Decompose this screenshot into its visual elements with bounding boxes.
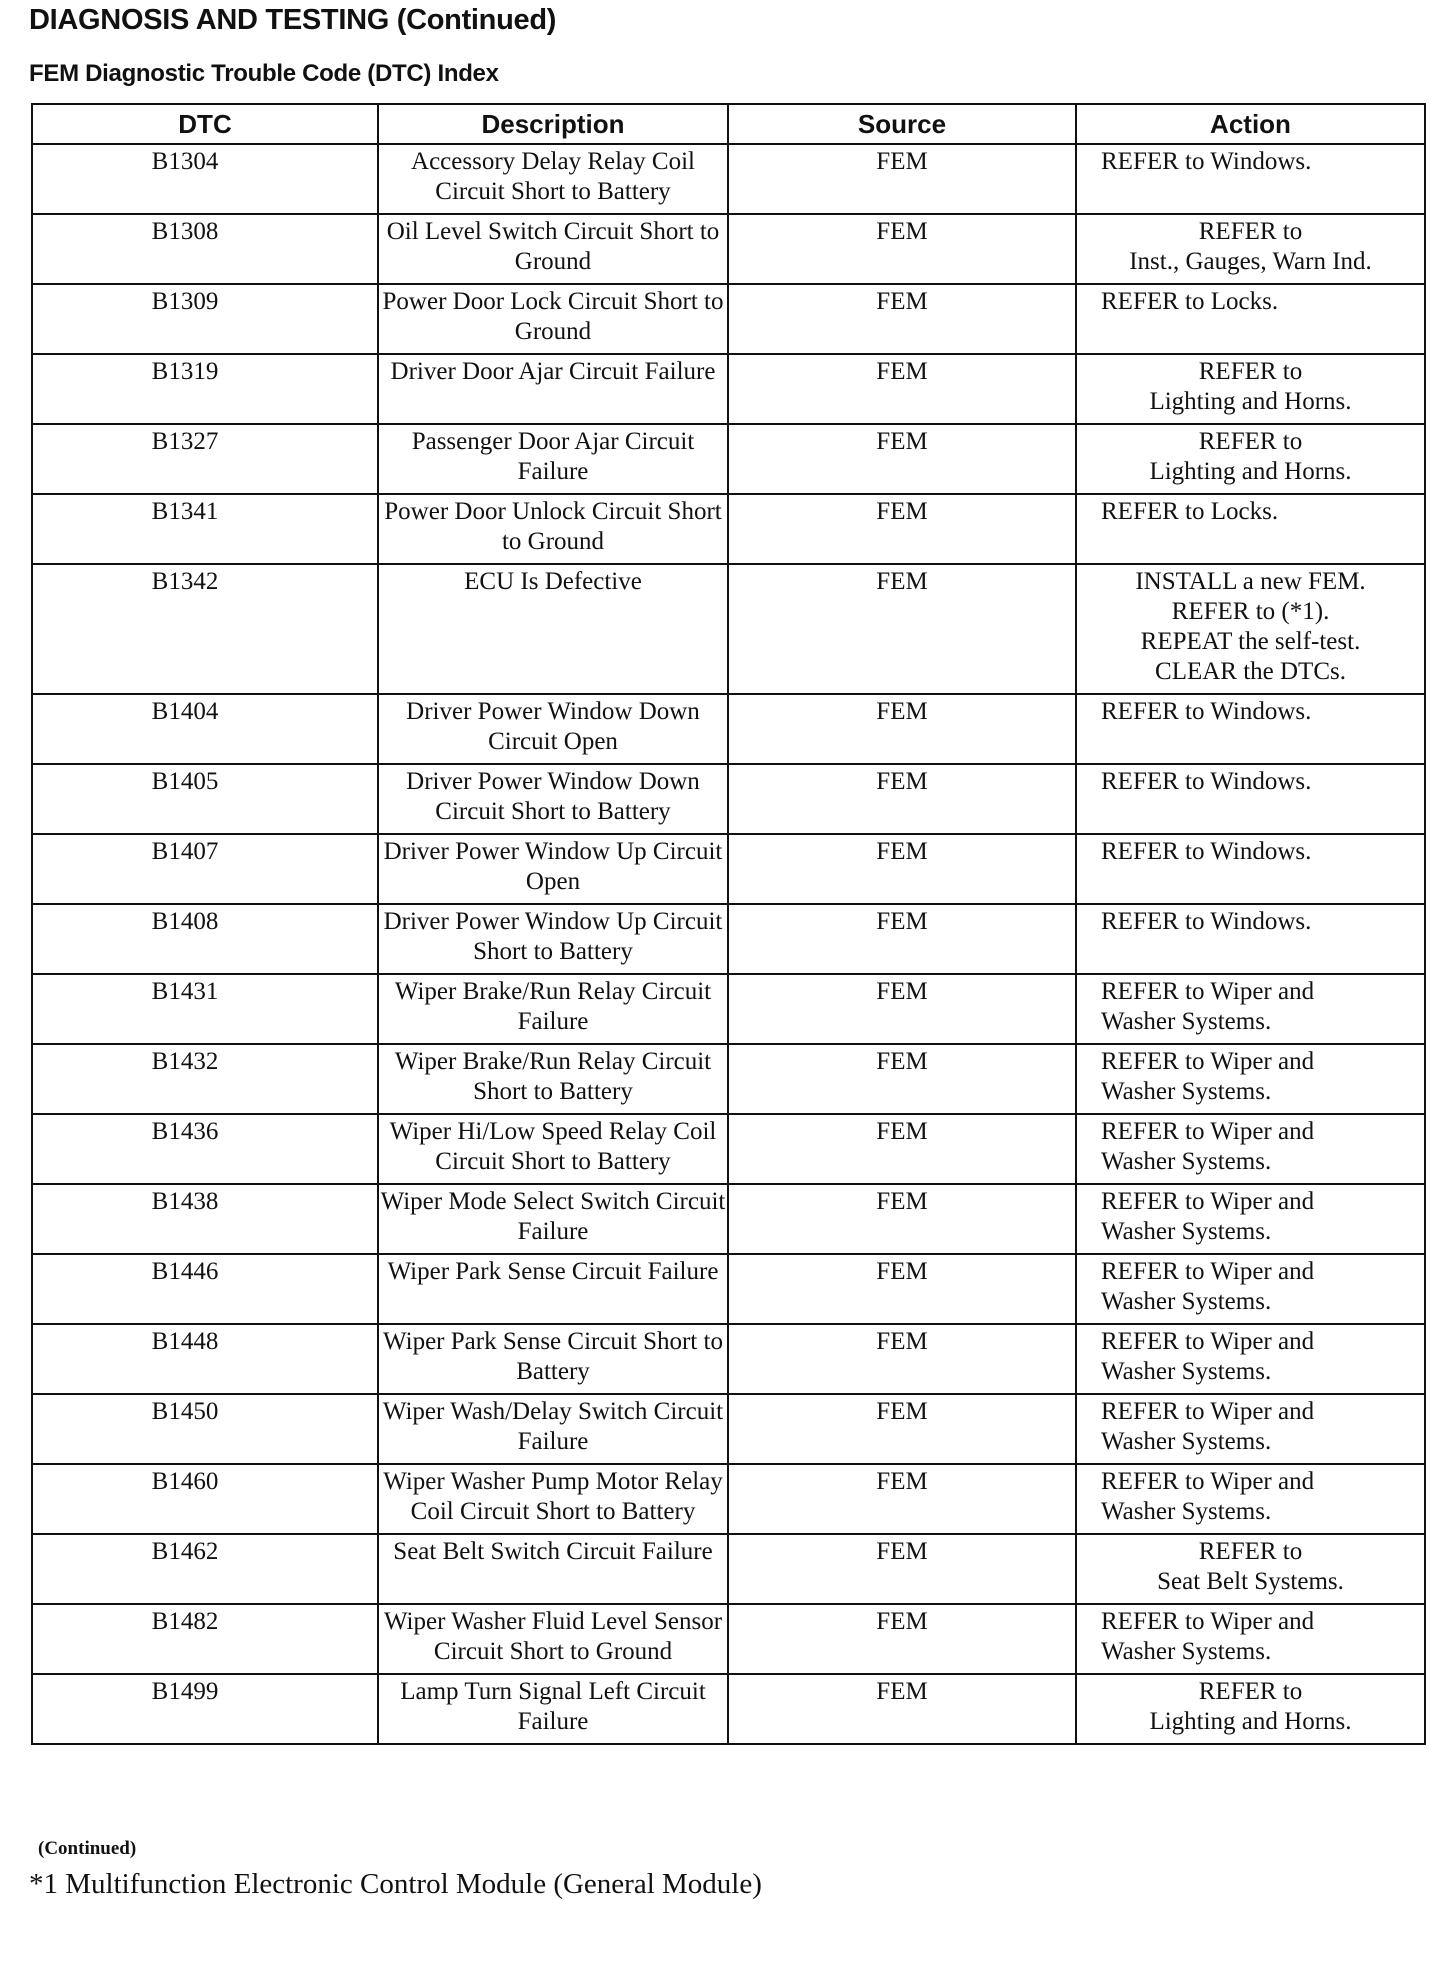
dtc-cell: B1482	[32, 1604, 378, 1674]
table-row	[32, 1674, 1425, 1744]
dtc-cell: B1432	[32, 1044, 378, 1114]
dtc-cell: B1450	[32, 1394, 378, 1464]
source-cell: FEM	[728, 1324, 1076, 1394]
table-row	[32, 1604, 1425, 1674]
column-header-description: Description	[378, 104, 728, 144]
action-cell: REFER to Wiper and Washer Systems.	[1076, 1044, 1425, 1114]
description-cell: ECU Is Defective	[378, 564, 728, 694]
action-cell: REFER to Wiper and Washer Systems.	[1076, 1254, 1425, 1324]
action-cell: REFER to Wiper and Washer Systems.	[1076, 1604, 1425, 1674]
dtc-cell: B1327	[32, 424, 378, 494]
description-cell: Wiper Washer Pump Motor Relay Coil Circuit Short to Battery	[378, 1464, 728, 1534]
continued-note: (Continued)	[38, 1838, 137, 1859]
source-cell: FEM	[728, 834, 1076, 904]
action-cell: REFER to Locks.	[1076, 494, 1425, 564]
dtc-index-table	[31, 103, 1426, 1745]
table-row	[32, 424, 1425, 494]
action-cell: REFER to Wiper and Washer Systems.	[1076, 1394, 1425, 1464]
source-cell: FEM	[728, 974, 1076, 1044]
action-cell: REFER to Windows.	[1076, 144, 1425, 214]
action-cell: REFER to Locks.	[1076, 284, 1425, 354]
dtc-cell: B1405	[32, 764, 378, 834]
description-cell: Power Door Unlock Circuit Short to Ground	[378, 494, 728, 564]
source-cell: FEM	[728, 764, 1076, 834]
description-cell: Wiper Mode Select Switch Circuit Failure	[378, 1184, 728, 1254]
table-body	[32, 144, 1425, 1744]
action-cell: REFER to Wiper and Washer Systems.	[1076, 1114, 1425, 1184]
description-cell: Driver Door Ajar Circuit Failure	[378, 354, 728, 424]
footnote: *1 Multifunction Electronic Control Module (General Module)	[29, 1868, 762, 1900]
table-row	[32, 144, 1425, 214]
source-cell: FEM	[728, 214, 1076, 284]
dtc-cell: B1341	[32, 494, 378, 564]
dtc-cell: B1407	[32, 834, 378, 904]
action-cell: REFER to Seat Belt Systems.	[1076, 1534, 1425, 1604]
dtc-cell: B1499	[32, 1674, 378, 1744]
description-cell: Wiper Washer Fluid Level Sensor Circuit Short to Ground	[378, 1604, 728, 1674]
table-row	[32, 764, 1425, 834]
description-cell: Wiper Brake/Run Relay Circuit Failure	[378, 974, 728, 1044]
table-row	[32, 1464, 1425, 1534]
description-cell: Passenger Door Ajar Circuit Failure	[378, 424, 728, 494]
description-cell: Power Door Lock Circuit Short to Ground	[378, 284, 728, 354]
dtc-cell: B1462	[32, 1534, 378, 1604]
dtc-cell: B1408	[32, 904, 378, 974]
table-row	[32, 1184, 1425, 1254]
dtc-cell: B1448	[32, 1324, 378, 1394]
dtc-cell: B1308	[32, 214, 378, 284]
source-cell: FEM	[728, 1114, 1076, 1184]
description-cell: Wiper Park Sense Circuit Short to Battery	[378, 1324, 728, 1394]
table-row	[32, 494, 1425, 564]
table-row	[32, 1394, 1425, 1464]
source-cell: FEM	[728, 494, 1076, 564]
table-row	[32, 1044, 1425, 1114]
table-row	[32, 1254, 1425, 1324]
source-cell: FEM	[728, 1604, 1076, 1674]
dtc-cell: B1436	[32, 1114, 378, 1184]
table-row	[32, 564, 1425, 694]
source-cell: FEM	[728, 144, 1076, 214]
source-cell: FEM	[728, 564, 1076, 694]
source-cell: FEM	[728, 424, 1076, 494]
action-cell: REFER to Lighting and Horns.	[1076, 424, 1425, 494]
action-cell: REFER to Windows.	[1076, 764, 1425, 834]
source-cell: FEM	[728, 284, 1076, 354]
description-cell: Driver Power Window Down Circuit Short to Battery	[378, 764, 728, 834]
column-header-dtc: DTC	[32, 104, 378, 144]
action-cell: REFER to Wiper and Washer Systems.	[1076, 1324, 1425, 1394]
description-cell: Driver Power Window Down Circuit Open	[378, 694, 728, 764]
action-cell: REFER to Wiper and Washer Systems.	[1076, 974, 1425, 1044]
table-title: FEM Diagnostic Trouble Code (DTC) Index	[29, 60, 499, 87]
dtc-cell: B1460	[32, 1464, 378, 1534]
description-cell: Seat Belt Switch Circuit Failure	[378, 1534, 728, 1604]
dtc-cell: B1404	[32, 694, 378, 764]
description-cell: Oil Level Switch Circuit Short to Ground	[378, 214, 728, 284]
source-cell: FEM	[728, 1464, 1076, 1534]
source-cell: FEM	[728, 1534, 1076, 1604]
source-cell: FEM	[728, 1184, 1076, 1254]
action-cell: INSTALL a new FEM. REFER to (*1). REPEAT the self-test. CLEAR the DTCs.	[1076, 564, 1425, 694]
source-cell: FEM	[728, 904, 1076, 974]
description-cell: Driver Power Window Up Circuit Short to Battery	[378, 904, 728, 974]
description-cell: Driver Power Window Up Circuit Open	[378, 834, 728, 904]
section-title: DIAGNOSIS AND TESTING (Continued)	[29, 4, 557, 36]
table-row	[32, 974, 1425, 1044]
action-cell: REFER to Lighting and Horns.	[1076, 1674, 1425, 1744]
table-row	[32, 214, 1425, 284]
description-cell: Wiper Hi/Low Speed Relay Coil Circuit Short to Battery	[378, 1114, 728, 1184]
dtc-cell: B1438	[32, 1184, 378, 1254]
source-cell: FEM	[728, 1044, 1076, 1114]
action-cell: REFER to Lighting and Horns.	[1076, 354, 1425, 424]
description-cell: Wiper Brake/Run Relay Circuit Short to Battery	[378, 1044, 728, 1114]
dtc-cell: B1431	[32, 974, 378, 1044]
table-row	[32, 1324, 1425, 1394]
table-row	[32, 284, 1425, 354]
description-cell: Lamp Turn Signal Left Circuit Failure	[378, 1674, 728, 1744]
table-row	[32, 834, 1425, 904]
column-header-source: Source	[728, 104, 1076, 144]
table-header-row	[32, 104, 1425, 144]
action-cell: REFER to Wiper and Washer Systems.	[1076, 1464, 1425, 1534]
table-row	[32, 1114, 1425, 1184]
source-cell: FEM	[728, 1394, 1076, 1464]
source-cell: FEM	[728, 1674, 1076, 1744]
table-row	[32, 354, 1425, 424]
dtc-cell: B1304	[32, 144, 378, 214]
dtc-cell: B1342	[32, 564, 378, 694]
dtc-cell: B1319	[32, 354, 378, 424]
dtc-cell: B1446	[32, 1254, 378, 1324]
action-cell: REFER to Inst., Gauges, Warn Ind.	[1076, 214, 1425, 284]
source-cell: FEM	[728, 694, 1076, 764]
description-cell: Accessory Delay Relay Coil Circuit Short to Battery	[378, 144, 728, 214]
table-row	[32, 1534, 1425, 1604]
dtc-cell: B1309	[32, 284, 378, 354]
description-cell: Wiper Park Sense Circuit Failure	[378, 1254, 728, 1324]
action-cell: REFER to Windows.	[1076, 904, 1425, 974]
action-cell: REFER to Windows.	[1076, 694, 1425, 764]
action-cell: REFER to Wiper and Washer Systems.	[1076, 1184, 1425, 1254]
source-cell: FEM	[728, 354, 1076, 424]
table-row	[32, 904, 1425, 974]
source-cell: FEM	[728, 1254, 1076, 1324]
description-cell: Wiper Wash/Delay Switch Circuit Failure	[378, 1394, 728, 1464]
table-row	[32, 694, 1425, 764]
column-header-action: Action	[1076, 104, 1425, 144]
action-cell: REFER to Windows.	[1076, 834, 1425, 904]
